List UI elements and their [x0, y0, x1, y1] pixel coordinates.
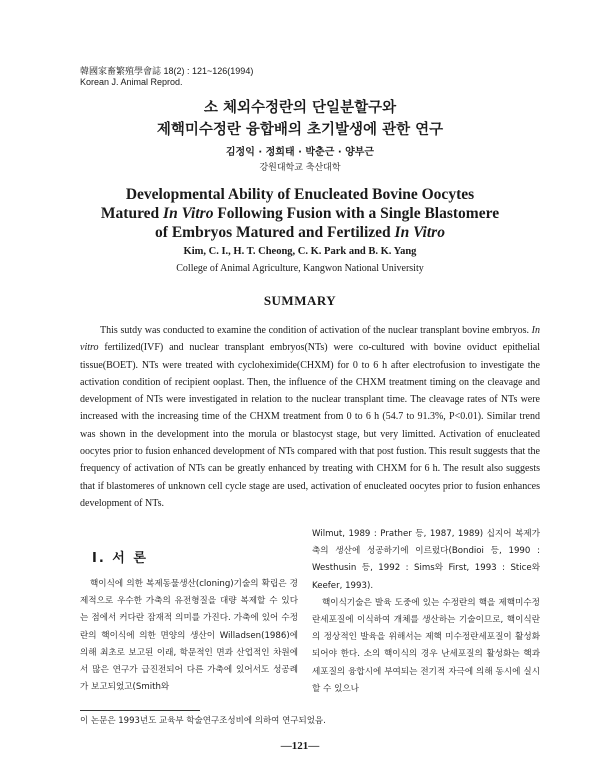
page-number: —121—	[280, 740, 320, 752]
left-column-paragraph: 핵이식에 의한 복제동물생산(cloning)기술의 확립은 경제적으로 우수한 가축의 유전형질을 대량 복제할 수 있다는 점에서 커다란 잠재적 의미를 가진다. 가축에 있어 수정란의 핵이식에 의한 면양의 생산이 Willadsen(1986)에 의해 최초로 보고된 이래, 학문적인 면과 산업적인 차원에서 많은 연구가 급진전되어 다른 가축에 있어서도 성공례가 보고되었고(Smith와	[80, 579, 298, 693]
korean-title-line-1: 소 체외수정란의 단일분할구와	[203, 100, 397, 116]
journal-citation: 韓國家畜繁殖學會誌 18(2) : 121~126(1994)	[80, 66, 254, 76]
english-title-line-1: Developmental Ability of Enucleated Bovine Oocytes	[125, 186, 475, 203]
abstract-paragraph: This sutdy was conducted to examine the condition of activation of the nuclear transplant bovine embryos. In vitro fertilized(IVF) and nuclear transplant embryos(NTs) were co-cultured with bovine oviduct epithelial tissue(BOET). NTs were treated with cycloheximide(CHXM) for 0 to 6 h after electrofusion to investigate the activation condition of recipient ooplast. Then, the influence of the CHXM treatment timing on the cleavage and development of NTs were investigated in relation to the nuclear transplant time. The cleavage rates of NTs were increased with the increasing time of the CHXM treatment from 0 to 6 h (54.7 to 91.3%, P<0.01). Similar trend was shown in the development into the morula or blastocyst stage, but very limitted. Activation of enucleated oocytes prior to fusion enhanced development of NTs compared with that post fustion. This result suggests that the frequency of activation of NTs can be greatly enhanced by treating with CHXM for 6 h. The result also suggests that if blastomeres of unknown cell cycle stage are used, activation of enucleated oocytes prior to fusion enhances development of NTs.	[80, 325, 540, 509]
right-column	[312, 526, 540, 698]
footnote: 이 논문은 1993년도 교육부 학술연구조성비에 의하여 연구되었음.	[80, 716, 326, 726]
english-affiliation: College of Animal Agriculture, Kangwon National University	[176, 263, 424, 274]
journal-name: Korean J. Animal Reprod.	[80, 77, 183, 87]
right-column-paragraph-1: Wilmut, 1989 : Prather 등, 1987, 1989) 십지어 복제가축의 생산에 성공하기에 이르렀다(Bondioi 등, 1990 : Westhusin 등, 1992 : Sims와 First, 1993 : Stice와 Keefer, 1993).	[312, 529, 540, 591]
korean-authors: 김정익 · 정희태 · 박춘근 · 양부근	[225, 147, 375, 158]
english-authors: Kim, C. I., H. T. Cheong, C. K. Park and B. K. Yang	[183, 246, 417, 257]
english-title-line-3: of Embryos Matured and Fertilized In Vitro	[155, 224, 445, 241]
korean-title-line-2: 제핵미수정란 융합배의 초기발생에 관한 연구	[156, 122, 444, 138]
right-column-paragraph-2: 핵이식기술은 발육 도중에 있는 수정란의 핵을 제핵미수정란세포질에 이식하여 개체를 생산하는 기술이므로, 핵이식란의 정상적인 발육을 위해서는 제핵 미수정란세포질이 활성화 되어야 한다. 소의 핵이식의 경우 난세포질의 활성화는 핵과 세포질의 융합시에 부여되는 전기적 자극에 의해 동시에 실시할 수 있으나	[312, 597, 540, 694]
footnote-divider	[80, 710, 200, 711]
korean-affiliation: 강원대학교 축산대학	[259, 163, 341, 173]
journal-info	[80, 66, 253, 88]
section-heading-introduction: Ⅰ. 서 론	[92, 551, 148, 566]
summary-heading: SUMMARY	[263, 293, 337, 308]
left-column	[80, 576, 298, 696]
english-title-line-2: Matured In Vitro Following Fusion with a Single Blastomere	[100, 205, 500, 222]
